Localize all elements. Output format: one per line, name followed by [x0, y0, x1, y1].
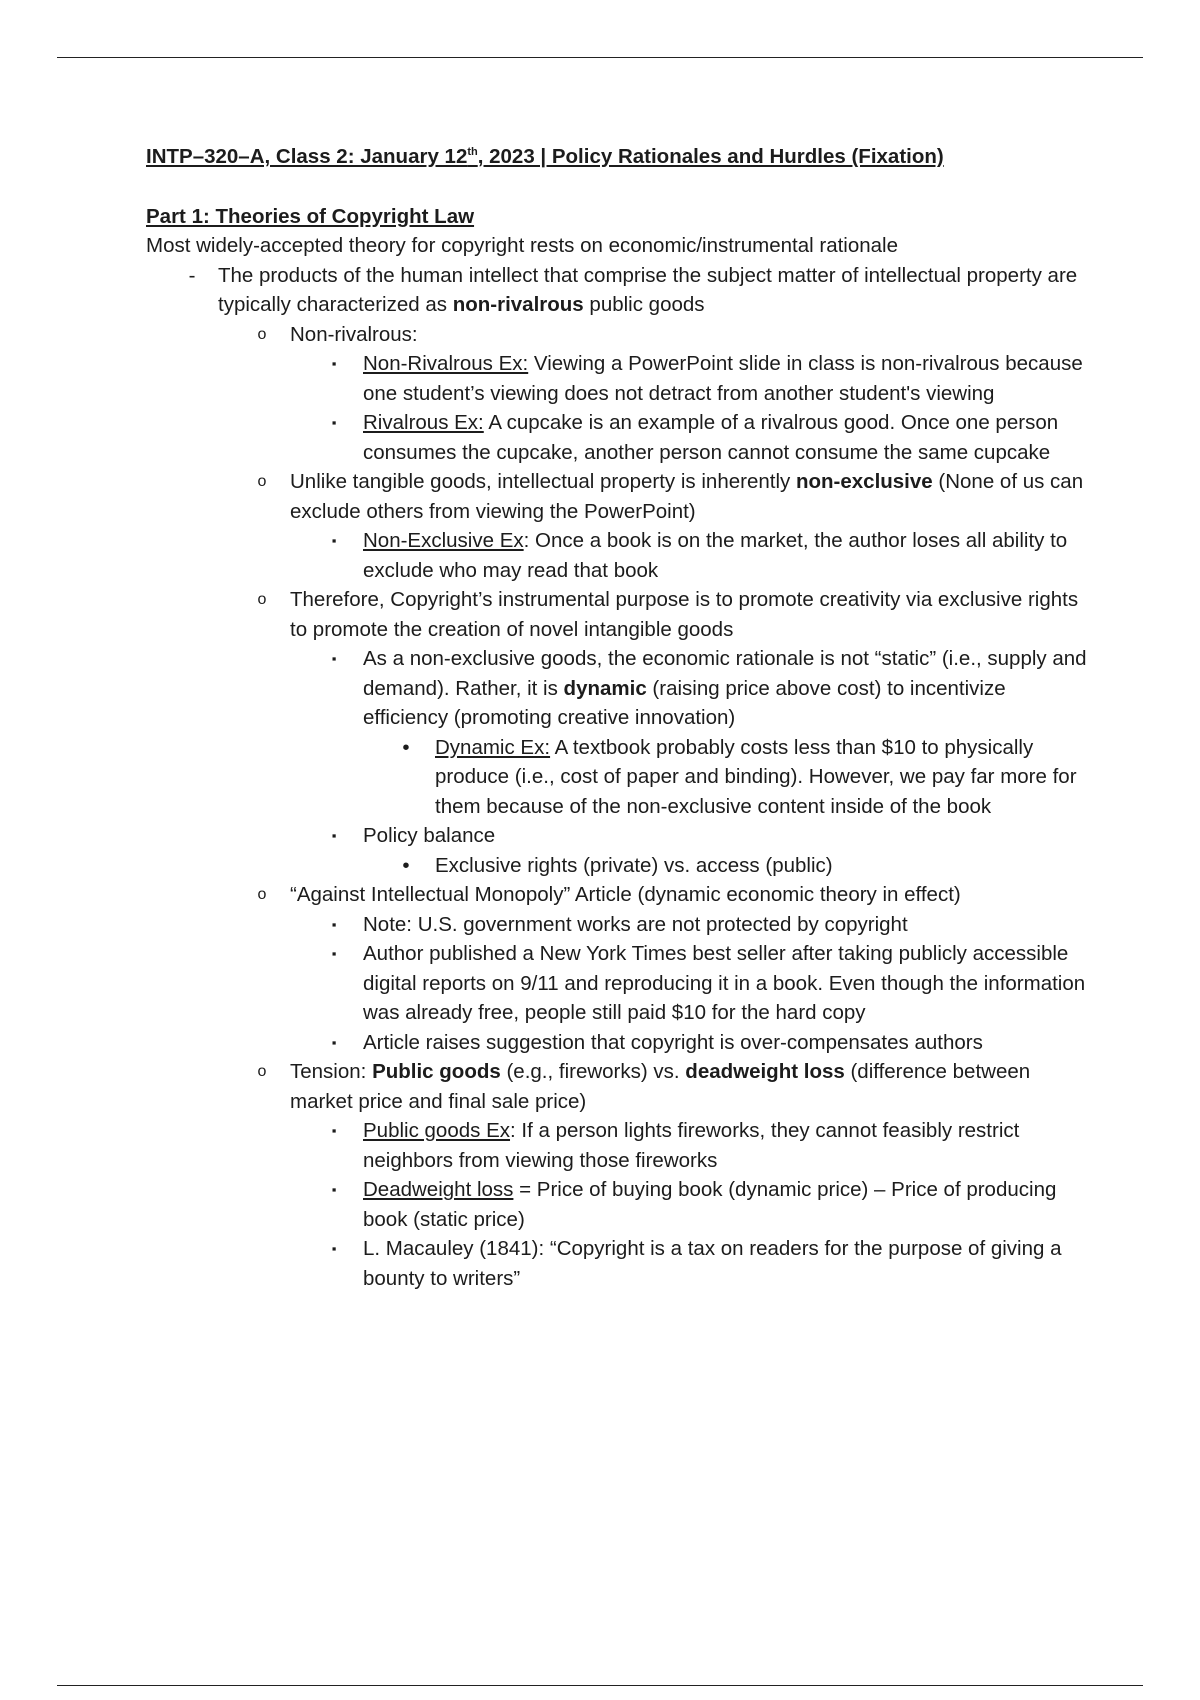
- list-item: ▪ As a non-exclusive goods, the economic rationale is not “static” (i.e., supply and demand). Rather, it is dynamic (raising price above cost) to incentivize efficiency (promoting creative innovation): [146, 644, 1096, 733]
- list-item: o Unlike tangible goods, intellectual property is inherently non-exclusive (None of us can exclude others from viewing the PowerPoint): [146, 467, 1096, 526]
- square-bullet: ▪: [331, 651, 337, 666]
- circle-bullet: o: [257, 325, 267, 343]
- list-item: o Non-rivalrous:: [146, 320, 1096, 350]
- dot-bullet: •: [402, 853, 410, 877]
- example-label: Non-Rivalrous Ex:: [363, 352, 529, 375]
- list-item: • Exclusive rights (private) vs. access (public): [146, 851, 1096, 881]
- square-bullet: ▪: [331, 415, 337, 430]
- list-item: ▪ Policy balance: [146, 821, 1096, 851]
- list-item: ▪ Non-Exclusive Ex: Once a book is on the market, the author loses all ability to exclude who may read that book: [146, 526, 1096, 585]
- square-bullet: ▪: [331, 916, 337, 932]
- list-item: ▪ Public goods Ex: If a person lights fireworks, they cannot feasibly restrict neighbors from viewing those fireworks: [146, 1116, 1096, 1175]
- bold-term: dynamic: [563, 676, 647, 700]
- circle-bullet: o: [257, 473, 267, 490]
- list-item: o “Against Intellectual Monopoly” Article (dynamic economic theory in effect): [146, 880, 1096, 910]
- title-text: INTP–320–A, Class 2: January 12: [146, 145, 468, 168]
- square-bullet: ▪: [331, 1034, 337, 1050]
- list-item: • Dynamic Ex: A textbook probably costs less than $10 to physically produce (i.e., cost of paper and binding). However, we pay far more for them because of the non-exclusive content inside of the book: [146, 733, 1096, 822]
- header-rule: [57, 57, 1143, 58]
- circle-bullet: o: [257, 886, 267, 903]
- document-body: [146, 142, 1096, 1293]
- square-bullet: ▪: [331, 946, 337, 961]
- list-item: ▪ Non-Rivalrous Ex: Viewing a PowerPoint slide in class is non-rivalrous because one student’s viewing does not detract from another student's viewing: [146, 349, 1096, 408]
- circle-bullet: o: [257, 591, 267, 608]
- example-label: Rivalrous Ex:: [363, 411, 484, 434]
- square-bullet: ▪: [331, 1241, 337, 1256]
- example-label: Dynamic Ex:: [435, 735, 551, 759]
- list-item: ▪ Article raises suggestion that copyright is over-compensates authors: [146, 1028, 1096, 1058]
- intro-paragraph: Most widely-accepted theory for copyright rests on economic/instrumental rationale: [146, 234, 899, 257]
- list-item: o Therefore, Copyright’s instrumental purpose is to promote creativity via exclusive rights to promote the creation of novel intangible goods: [146, 585, 1096, 644]
- bold-term: non-exclusive: [795, 470, 933, 493]
- bold-term: Public goods: [372, 1060, 501, 1083]
- bold-term: non-rivalrous: [452, 293, 584, 316]
- dot-bullet: •: [402, 735, 410, 759]
- title-text-rest: , 2023 | Policy Rationales and Hurdles (Fixation): [477, 145, 944, 168]
- square-bullet: ▪: [331, 828, 337, 843]
- square-bullet: ▪: [331, 1123, 337, 1138]
- dash-bullet: -: [188, 263, 196, 287]
- list-item: ▪ Deadweight loss = Price of buying book (dynamic price) – Price of producing book (static price): [146, 1175, 1096, 1234]
- footer-rule: [57, 1685, 1143, 1686]
- list-item: ▪ Author published a New York Times best seller after taking publicly accessible digital reports on 9/11 and reproducing it in a book. Even though the information was already free, people still paid $10 for the hard copy: [146, 939, 1096, 1028]
- example-label: Non-Exclusive Ex: [363, 529, 524, 552]
- bold-term: deadweight loss: [685, 1060, 845, 1083]
- list-item: o Tension: Public goods (e.g., fireworks) vs. deadweight loss (difference between market price and final sale price): [146, 1057, 1096, 1116]
- square-bullet: ▪: [331, 1182, 337, 1197]
- title-superscript: th: [467, 146, 478, 159]
- list-item: ▪ Note: U.S. government works are not protected by copyright: [146, 910, 1096, 940]
- square-bullet: ▪: [331, 356, 337, 371]
- list-item: ▪ Rivalrous Ex: A cupcake is an example of a rivalrous good. Once one person consumes the cupcake, another person cannot consume the same cupcake: [146, 408, 1096, 467]
- list-item: ▪ L. Macauley (1841): “Copyright is a tax on readers for the purpose of giving a bounty to writers”: [146, 1234, 1096, 1293]
- square-bullet: ▪: [331, 533, 337, 548]
- list-item: - The products of the human intellect that comprise the subject matter of intellectual property are typically characterized as non-rivalrous public goods: [146, 261, 1096, 320]
- example-label: Deadweight loss: [363, 1178, 514, 1201]
- page-title: [146, 142, 1096, 172]
- circle-bullet: o: [257, 1063, 267, 1080]
- section-heading: Part 1: Theories of Copyright Law: [146, 204, 475, 228]
- example-label: Public goods Ex: [363, 1119, 511, 1142]
